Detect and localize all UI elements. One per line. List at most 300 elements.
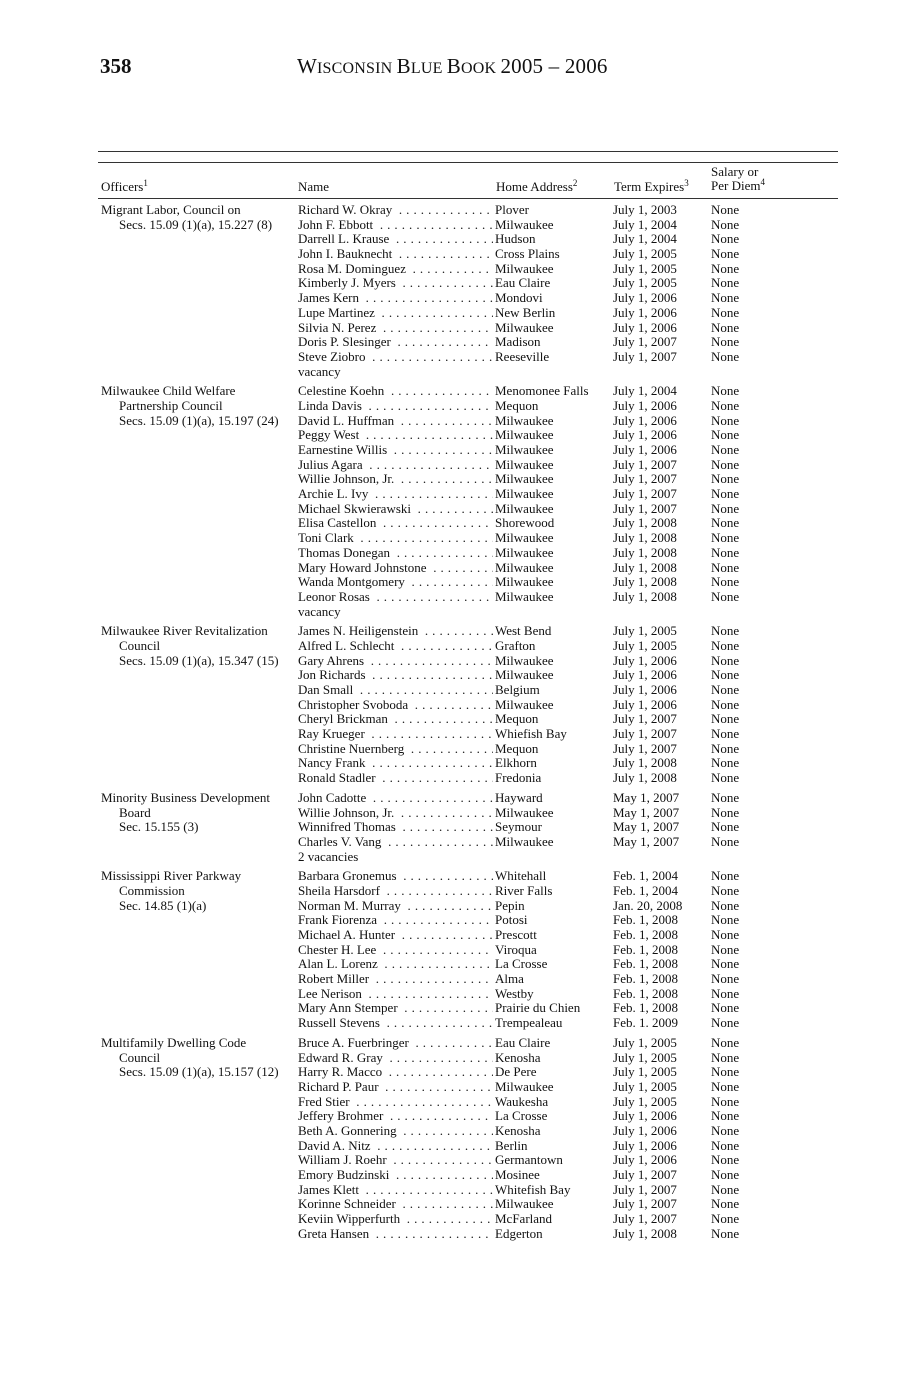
member-name: Darrell L. Krause . . .: [298, 232, 493, 247]
salary: None: [711, 1000, 740, 1016]
board-name-line: Milwaukee River Revitalization: [101, 623, 268, 639]
member-name: Barbara Gronemus . . .: [298, 869, 493, 884]
board-group: [101, 384, 841, 619]
salary: None: [711, 290, 740, 306]
member-row: [298, 987, 841, 1002]
member-row: [298, 531, 841, 546]
term-expires: July 1, 2005: [613, 1064, 677, 1080]
member-name: Russell Stevens . . .: [298, 1016, 493, 1031]
member-name: vacancy: [298, 365, 493, 380]
member-row: [298, 1001, 841, 1016]
member-name: Lupe Martinez . . .: [298, 306, 493, 321]
home-address: McFarland: [495, 1211, 553, 1227]
salary: None: [711, 1137, 740, 1153]
term-expires: May 1, 2007: [613, 804, 680, 820]
term-expires: July 1, 2005: [613, 260, 677, 276]
col-term-expires: Term Expires$^3$: [614, 178, 689, 194]
salary: None: [711, 412, 740, 428]
board-name-line: Commission: [119, 882, 185, 898]
top-rule: [98, 151, 838, 152]
home-address: Belgium: [495, 682, 540, 697]
member-row: [298, 590, 841, 605]
member-row: [298, 913, 841, 928]
member-row: [298, 516, 841, 531]
statute-reference: Sec. 14.85 (1)(a): [119, 897, 207, 913]
member-row: [298, 791, 841, 806]
term-expires: July 1, 2006: [613, 667, 677, 683]
salary: None: [711, 1225, 740, 1241]
salary: None: [711, 711, 740, 727]
salary: None: [711, 682, 740, 697]
term-expires: July 1, 2007: [613, 726, 677, 742]
salary: None: [711, 770, 740, 786]
term-expires: Feb. 1, 2008: [613, 941, 678, 957]
term-expires: July 1, 2008: [613, 770, 677, 786]
salary: None: [711, 1093, 740, 1109]
term-expires: July 1, 2005: [613, 1078, 677, 1094]
home-address: Prescott: [495, 927, 537, 942]
home-address: Whitefish Bay: [495, 1181, 571, 1197]
home-address: Milwaukee: [495, 574, 554, 590]
board-group: [101, 791, 841, 864]
member-name: Gary Ahrens . . .: [298, 654, 493, 669]
salary: None: [711, 833, 740, 849]
term-expires: July 1, 2006: [613, 696, 677, 712]
member-row: [298, 756, 841, 771]
member-name: Beth A. Gonnering . . .: [298, 1124, 493, 1139]
salary: None: [711, 1049, 740, 1065]
term-expires: July 1, 2008: [613, 588, 677, 604]
member-name: David A. Nitz . . .: [298, 1139, 493, 1154]
member-name: John F. Ebbott . . .: [298, 218, 493, 233]
term-expires: July 1, 2006: [613, 1122, 677, 1138]
salary: None: [711, 667, 740, 683]
home-address: Westby: [495, 985, 534, 1001]
member-name: vacancy: [298, 605, 493, 620]
salary: None: [711, 637, 740, 653]
salary: None: [711, 1167, 740, 1182]
member-row: [298, 869, 841, 884]
term-expires: July 1, 2007: [613, 486, 677, 502]
board-group: [101, 1036, 841, 1242]
home-address: Milwaukee: [495, 559, 554, 575]
home-address: Milwaukee: [495, 500, 554, 516]
term-expires: July 1, 2007: [613, 1196, 677, 1212]
member-name: Toni Clark . . .: [298, 531, 493, 546]
member-name: Julius Agara . . .: [298, 458, 493, 473]
member-name: Cheryl Brickman . . .: [298, 712, 493, 727]
home-address: Alma: [495, 971, 524, 987]
salary: None: [711, 515, 740, 531]
board-name-line: Partnership Council: [119, 397, 223, 413]
member-name: William J. Roehr . . .: [298, 1153, 493, 1168]
member-row: [298, 1065, 841, 1080]
home-address: Mosinee: [495, 1167, 540, 1182]
member-name: Winnifred Thomas . . .: [298, 820, 493, 835]
board-group: [101, 624, 841, 786]
term-expires: Feb. 1, 2004: [613, 868, 678, 884]
home-address: Kenosha: [495, 1122, 541, 1138]
home-address: Germantown: [495, 1152, 563, 1168]
term-expires: July 1, 2006: [613, 397, 677, 413]
board-group: [101, 203, 841, 379]
member-row: [298, 384, 841, 399]
member-row: [298, 350, 841, 365]
member-name: Michael A. Hunter . . .: [298, 928, 493, 943]
member-name: John I. Bauknecht . . .: [298, 247, 493, 262]
statute-reference: Secs. 15.09 (1)(a), 15.227 (8): [119, 216, 273, 232]
term-expires: July 1, 2007: [613, 471, 677, 487]
home-address: New Berlin: [495, 304, 556, 320]
term-expires: Feb. 1, 2008: [613, 956, 678, 972]
member-name: Ronald Stadler . . .: [298, 771, 493, 786]
term-expires: July 1, 2006: [613, 1108, 677, 1124]
header-rule: [98, 162, 838, 163]
member-name: Steve Ziobro . . .: [298, 350, 493, 365]
member-name: Greta Hansen . . .: [298, 1227, 493, 1242]
member-row: [298, 1109, 841, 1124]
member-row: [298, 1197, 841, 1212]
home-address: River Falls: [495, 882, 553, 898]
column-header-rule: [98, 198, 838, 199]
member-name: Frank Fiorenza . . .: [298, 913, 493, 928]
member-row: [298, 1095, 841, 1110]
member-name: Lee Nerison . . .: [298, 987, 493, 1002]
salary: None: [711, 544, 740, 560]
home-address: Shorewood: [495, 515, 555, 531]
member-name: Kimberly J. Myers . . .: [298, 276, 493, 291]
home-address: Milwaukee: [495, 652, 554, 668]
home-address: Eau Claire: [495, 275, 551, 291]
salary: None: [711, 956, 740, 972]
member-row: [298, 639, 841, 654]
col-officers: Officers$^1$: [101, 178, 148, 194]
member-row: [298, 928, 841, 943]
member-row: [298, 654, 841, 669]
member-row: [298, 203, 841, 218]
home-address: Fredonia: [495, 770, 542, 786]
term-expires: Jan. 20, 2008: [613, 897, 683, 913]
member-name: Harry R. Macco . . .: [298, 1065, 493, 1080]
home-address: Milwaukee: [495, 442, 554, 457]
member-row: [298, 575, 841, 590]
term-expires: July 1, 2005: [613, 1049, 677, 1065]
home-address: Viroqua: [495, 941, 537, 957]
home-address: Plover: [495, 202, 529, 217]
salary: None: [711, 319, 740, 335]
home-address: Milwaukee: [495, 667, 554, 683]
running-head-part-2: BLUE: [396, 54, 447, 78]
term-expires: Feb. 1, 2008: [613, 927, 678, 942]
home-address: Hudson: [495, 231, 536, 247]
home-address: Reeseville: [495, 348, 550, 364]
term-expires: July 1, 2006: [613, 304, 677, 320]
term-expires: July 1, 2008: [613, 755, 677, 771]
running-head-part-1: WISCONSIN: [297, 54, 397, 78]
salary: None: [711, 789, 740, 805]
member-row: [298, 957, 841, 972]
home-address: Milwaukee: [495, 216, 554, 232]
term-expires: July 1, 2008: [613, 574, 677, 590]
member-row: [298, 443, 841, 458]
term-expires: July 1, 2007: [613, 1167, 677, 1182]
home-address: Milwaukee: [495, 486, 554, 502]
member-row: [298, 472, 841, 487]
salary: None: [711, 927, 740, 942]
term-expires: July 1, 2007: [613, 711, 677, 727]
member-row: [298, 306, 841, 321]
member-name: Leonor Rosas . . .: [298, 590, 493, 605]
member-name: Alfred L. Schlecht . . .: [298, 639, 493, 654]
home-address: Cross Plains: [495, 246, 560, 262]
home-address: Milwaukee: [495, 696, 554, 712]
term-expires: Feb. 1, 2008: [613, 985, 678, 1001]
member-name: Willie Johnson, Jr. . . .: [298, 472, 493, 487]
home-address: Whitehall: [495, 868, 547, 884]
member-name: John Cadotte . . .: [298, 791, 493, 806]
member-name: Korinne Schneider . . .: [298, 1197, 493, 1212]
member-row: [298, 806, 841, 821]
term-expires: July 1, 2007: [613, 334, 677, 350]
member-row: [298, 668, 841, 683]
term-expires: July 1, 2005: [613, 275, 677, 291]
term-expires: July 1, 2008: [613, 530, 677, 546]
salary: None: [711, 442, 740, 457]
member-row: [298, 943, 841, 958]
member-row: [298, 899, 841, 914]
home-address: Eau Claire: [495, 1034, 551, 1050]
term-expires: July 1, 2007: [613, 456, 677, 472]
running-head: [297, 54, 608, 79]
salary: None: [711, 1064, 740, 1080]
member-row: [298, 1183, 841, 1198]
salary: None: [711, 652, 740, 668]
salary: None: [711, 623, 740, 639]
member-row: [298, 218, 841, 233]
board-group: [101, 869, 841, 1031]
board-name-line: Migrant Labor, Council on: [101, 202, 241, 217]
member-row: [298, 458, 841, 473]
salary: None: [711, 755, 740, 771]
term-expires: July 1, 2005: [613, 246, 677, 262]
salary: None: [711, 1211, 740, 1227]
salary: None: [711, 559, 740, 575]
running-head-part-4: 2005 – 2006: [500, 54, 608, 78]
home-address: Mondovi: [495, 290, 543, 306]
term-expires: July 1, 2006: [613, 319, 677, 335]
home-address: Milwaukee: [495, 1078, 554, 1094]
salary: None: [711, 1015, 740, 1031]
home-address: Kenosha: [495, 1049, 541, 1065]
salary: None: [711, 819, 740, 835]
salary: None: [711, 1034, 740, 1050]
term-expires: July 1, 2007: [613, 1181, 677, 1197]
member-row: [298, 1124, 841, 1139]
home-address: Milwaukee: [495, 456, 554, 472]
term-expires: July 1, 2005: [613, 637, 677, 653]
salary: None: [711, 1122, 740, 1138]
salary: None: [711, 486, 740, 502]
board-label: [101, 384, 295, 428]
member-name: Jeffery Brohmer . . .: [298, 1109, 493, 1124]
member-row: [298, 835, 841, 850]
member-name: James Kern . . .: [298, 291, 493, 306]
salary: None: [711, 500, 740, 516]
home-address: Milwaukee: [495, 530, 554, 546]
salary: None: [711, 882, 740, 898]
term-expires: Feb. 1. 2009: [613, 1015, 678, 1031]
member-row: [298, 820, 841, 835]
member-name: Robert Miller . . .: [298, 972, 493, 987]
salary: None: [711, 216, 740, 232]
board-label: [101, 869, 295, 913]
board-label: [101, 203, 295, 232]
salary: None: [711, 696, 740, 712]
salary: None: [711, 456, 740, 472]
home-address: Waukesha: [495, 1093, 549, 1109]
member-name: Archie L. Ivy . . .: [298, 487, 493, 502]
home-address: Edgerton: [495, 1225, 543, 1241]
member-name: Michael Skwierawski . . .: [298, 502, 493, 517]
home-address: Pepin: [495, 897, 525, 913]
home-address: Whiefish Bay: [495, 726, 567, 742]
salary: None: [711, 202, 740, 217]
member-name: Wanda Montgomery . . .: [298, 575, 493, 590]
home-address: Milwaukee: [495, 319, 554, 335]
board-label: [101, 791, 295, 835]
member-row: [298, 561, 841, 576]
board-name-line: Council: [119, 1049, 161, 1065]
home-address: West Bend: [495, 623, 552, 639]
salary: None: [711, 275, 740, 291]
salary: None: [711, 231, 740, 247]
term-expires: July 1, 2006: [613, 1152, 677, 1168]
running-head-part-3: BOOK: [446, 54, 501, 78]
salary: None: [711, 726, 740, 742]
home-address: Seymour: [495, 819, 542, 835]
salary: None: [711, 471, 740, 487]
member-row: [298, 850, 841, 865]
member-row: [298, 1168, 841, 1183]
member-name: David L. Huffman . . .: [298, 414, 493, 429]
member-name: Norman M. Murray . . .: [298, 899, 493, 914]
salary: None: [711, 740, 740, 756]
term-expires: Feb. 1, 2008: [613, 971, 678, 987]
home-address: De Pere: [495, 1064, 537, 1080]
member-name: Keviin Wipperfurth . . .: [298, 1212, 493, 1227]
member-name: Silvia N. Perez . . .: [298, 321, 493, 336]
term-expires: July 1, 2006: [613, 652, 677, 668]
board-label: [101, 624, 295, 668]
home-address: Madison: [495, 334, 541, 350]
salary: None: [711, 427, 740, 443]
member-name: Mary Howard Johnstone . . .: [298, 561, 493, 576]
term-expires: July 1, 2006: [613, 682, 677, 697]
member-row: [298, 1153, 841, 1168]
home-address: Trempealeau: [495, 1015, 563, 1031]
col-name: Name: [298, 179, 330, 194]
member-name: Willie Johnson, Jr. . . .: [298, 806, 493, 821]
home-address: Berlin: [495, 1137, 528, 1153]
term-expires: July 1, 2006: [613, 290, 677, 306]
home-address: Mequon: [495, 711, 539, 727]
salary: None: [711, 1108, 740, 1124]
member-row: [298, 428, 841, 443]
member-name: Richard W. Okray . . .: [298, 203, 493, 218]
member-row: [298, 291, 841, 306]
member-row: [298, 624, 841, 639]
member-name: James N. Heiligenstein . . .: [298, 624, 493, 639]
term-expires: July 1, 2007: [613, 348, 677, 364]
member-name: Richard P. Paur . . .: [298, 1080, 493, 1095]
home-address: Milwaukee: [495, 260, 554, 276]
member-row: [298, 399, 841, 414]
home-address: Milwaukee: [495, 471, 554, 487]
col-home-address: Home Address$^2$: [496, 178, 578, 194]
salary: None: [711, 912, 740, 928]
member-row: [298, 321, 841, 336]
member-row: [298, 1036, 841, 1051]
salary: None: [711, 1196, 740, 1212]
member-row: [298, 1016, 841, 1031]
member-name: Earnestine Willis . . .: [298, 443, 493, 458]
board-name-line: Multifamily Dwelling Code: [101, 1034, 247, 1050]
member-name: Dan Small . . .: [298, 683, 493, 698]
member-name: Edward R. Gray . . .: [298, 1051, 493, 1066]
member-row: [298, 232, 841, 247]
term-expires: July 1, 2008: [613, 1225, 677, 1241]
salary: None: [711, 985, 740, 1001]
member-row: [298, 605, 841, 620]
officers-table: [101, 203, 841, 1246]
member-row: [298, 1051, 841, 1066]
salary: None: [711, 574, 740, 590]
home-address: La Crosse: [495, 1108, 548, 1124]
salary: None: [711, 334, 740, 350]
term-expires: July 1, 2007: [613, 1211, 677, 1227]
member-name: Thomas Donegan . . .: [298, 546, 493, 561]
member-name: 2 vacancies: [298, 850, 493, 865]
member-name: Doris P. Slesinger . . .: [298, 335, 493, 350]
term-expires: July 1, 2006: [613, 427, 677, 443]
member-row: [298, 1139, 841, 1154]
home-address: Milwaukee: [495, 544, 554, 560]
salary: None: [711, 804, 740, 820]
term-expires: July 1, 2005: [613, 1093, 677, 1109]
salary: None: [711, 246, 740, 262]
term-expires: July 1, 2003: [613, 202, 677, 217]
term-expires: July 1, 2007: [613, 500, 677, 516]
term-expires: May 1, 2007: [613, 819, 680, 835]
salary: None: [711, 897, 740, 913]
term-expires: July 1, 2008: [613, 515, 677, 531]
member-name: Emory Budzinski . . .: [298, 1168, 493, 1183]
home-address: Milwaukee: [495, 1196, 554, 1212]
member-row: [298, 1212, 841, 1227]
statute-reference: Secs. 15.09 (1)(a), 15.157 (12): [119, 1064, 279, 1080]
member-name: Rosa M. Dominguez . . .: [298, 262, 493, 277]
home-address: Potosi: [495, 912, 528, 928]
home-address: Milwaukee: [495, 427, 554, 443]
salary: None: [711, 588, 740, 604]
member-name: Bruce A. Fuerbringer . . .: [298, 1036, 493, 1051]
board-name-line: Mississippi River Parkway: [101, 868, 242, 884]
home-address: Elkhorn: [495, 755, 537, 771]
member-row: [298, 884, 841, 899]
term-expires: July 1, 2008: [613, 559, 677, 575]
home-address: Hayward: [495, 789, 543, 805]
member-name: Nancy Frank . . .: [298, 756, 493, 771]
